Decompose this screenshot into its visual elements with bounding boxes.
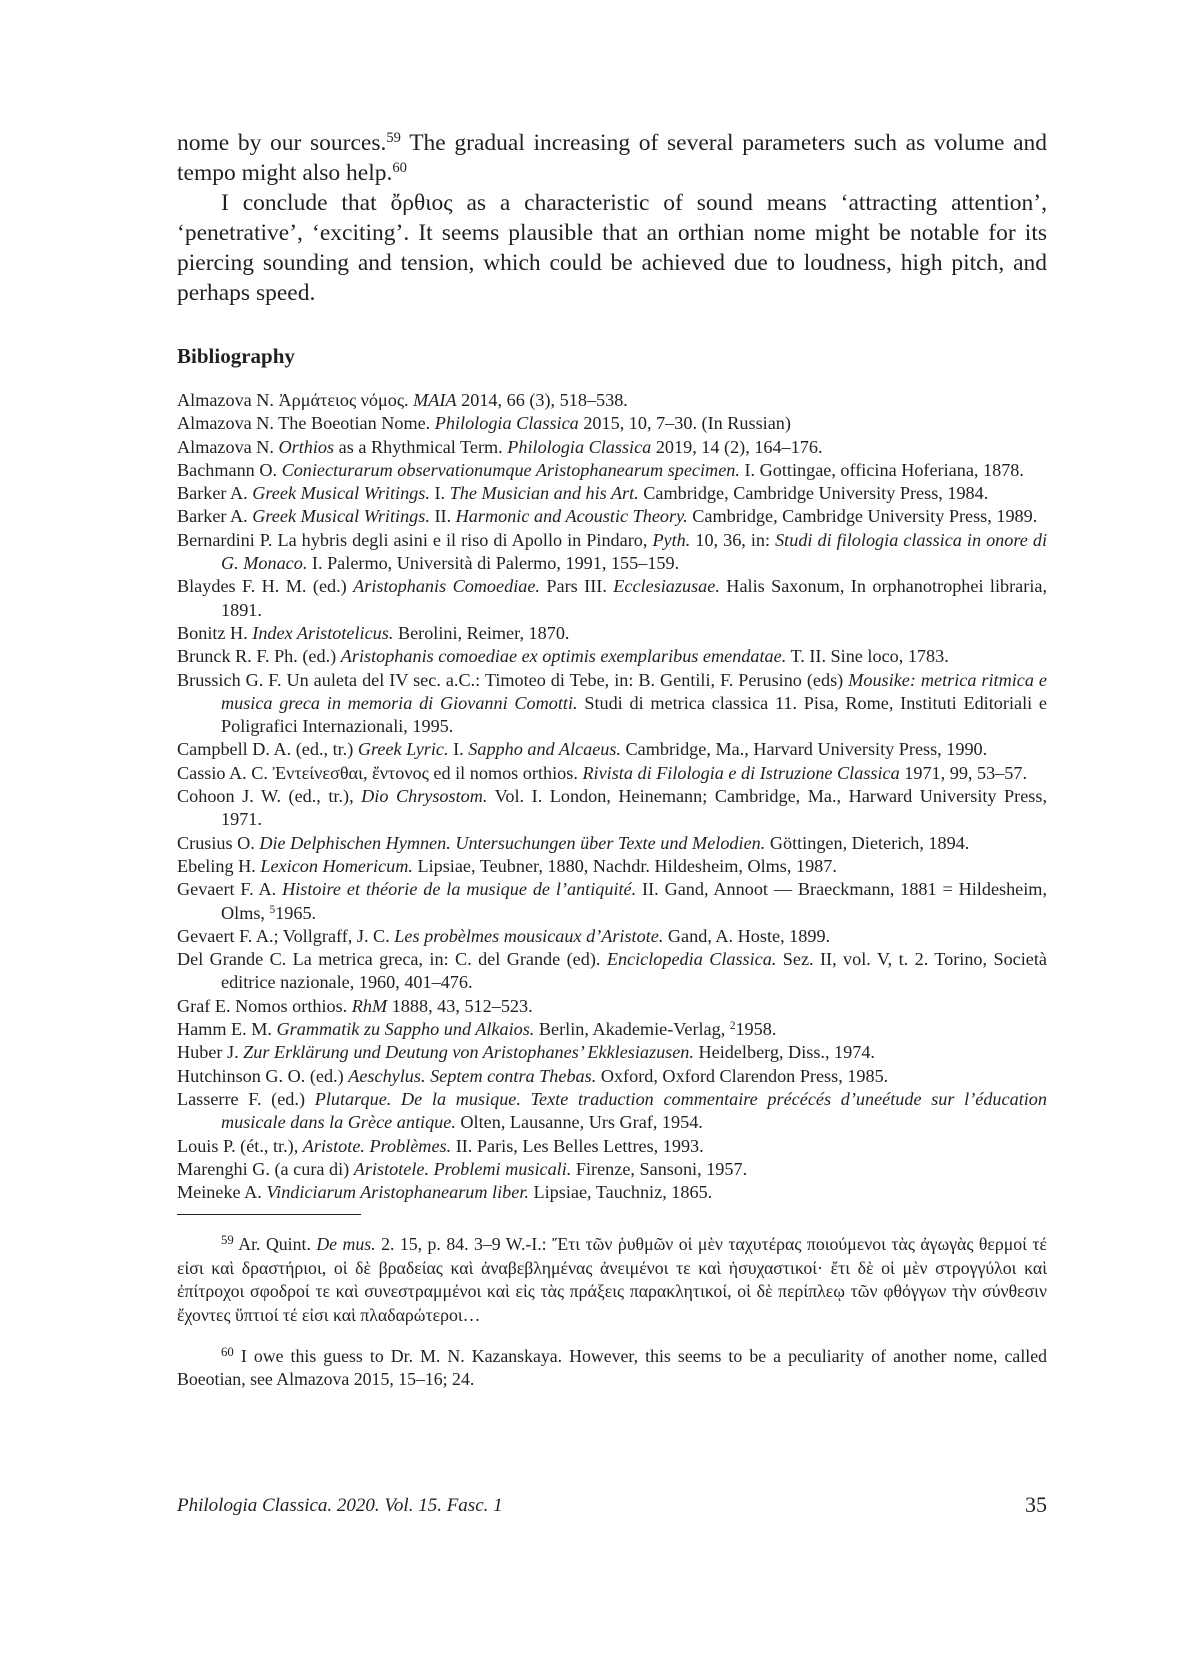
- text-run: as a Rhythmical Term.: [334, 436, 508, 457]
- text-run: 1888, 43, 512–523.: [387, 995, 533, 1016]
- text-run: Campbell D. A. (ed., tr.): [177, 739, 358, 760]
- text-run: Huber J.: [177, 1042, 244, 1063]
- bibliography-entry: [177, 785, 1047, 832]
- text-run: I conclude that ὄρθιος as a characteristic of sound means ‘attracting attention’, ‘penetrative’, ‘exciting’. It seems plausible that an orthian nome might be notable for its piercing sounding and tension, which could be achieved due to loudness, high pitch, and perhaps speed.: [177, 190, 1047, 306]
- text-run: Olten, Lausanne, Urs Graf, 1954.: [455, 1112, 703, 1133]
- italic-text: Sappho and Alcaeus.: [468, 739, 621, 760]
- text-run: Pars III.: [539, 576, 614, 597]
- text-run: I. Gottingae, officina Hoferiana, 1878.: [739, 459, 1024, 480]
- text-run: Blaydes F. H. M. (ed.): [177, 576, 354, 597]
- text-run: Studi di metrica classica 11. Pisa, Rome, Instituti Editoriali e Poligrafici Internazionali, 1995.: [221, 692, 1047, 737]
- bibliography-entry: [177, 505, 1047, 528]
- footnote-divider: [177, 1214, 361, 1215]
- italic-text: Aristophanis Comoediae.: [353, 576, 540, 597]
- superscript: 2: [729, 1019, 736, 1032]
- text-run: Almazova N. Ἀρμάτειος νόμος.: [177, 390, 414, 410]
- text-run: Vol. I. London, Heinemann; Cambridge, Ma., Harward University Press, 1971.: [221, 786, 1047, 830]
- italic-text: Zur Erklärung und Deutung von Aristophanes’ Ekklesiazusen.: [243, 1042, 694, 1063]
- text-run: Bonitz H.: [177, 622, 253, 643]
- paragraph: [177, 128, 1047, 188]
- text-run: Gevaert F. A.: [177, 879, 283, 900]
- text-run: Oxford, Oxford Clarendon Press, 1985.: [596, 1065, 889, 1086]
- bibliography-entry: [177, 436, 1047, 459]
- text-run: II. Gand, Annoot — Braeckmann, 1881 = Hildesheim, Olms,: [221, 879, 1048, 923]
- text-run: Heidelberg, Diss., 1974.: [693, 1042, 875, 1063]
- italic-text: Aristophanis comoediae ex optimis exemplaribus emendatae.: [340, 646, 787, 667]
- bibliography-entry: [177, 575, 1047, 622]
- bibliography-entry: [177, 738, 1047, 761]
- text-run: The gradual increasing of several parameters such as volume and tempo might also help.: [177, 130, 1047, 186]
- italic-text: Enciclopedia Classica.: [606, 949, 777, 970]
- bibliography-entry: [177, 1088, 1047, 1135]
- italic-text: Greek Lyric.: [357, 739, 449, 760]
- italic-text: Vindiciarum Aristophanearum liber.: [266, 1182, 529, 1203]
- text-run: Cassio A. C. Ἐντείνεσθαι, ἔντονος ed il nomos orthios.: [177, 762, 583, 783]
- text-run: 2014, 66 (3), 518–538.: [456, 390, 628, 410]
- footnote-number: 60: [221, 1345, 234, 1360]
- text-run: 2015, 10, 7–30. (In Russian): [578, 413, 791, 434]
- bibliography-entry: [177, 1018, 1047, 1041]
- superscript: 59: [386, 130, 401, 146]
- page-number: 35: [1025, 1492, 1047, 1517]
- bibliography-entry: [177, 645, 1047, 668]
- text-run: Halis Saxonum, In orphanotrophei libraria, 1891.: [221, 576, 1047, 620]
- text-run: 1965.: [275, 902, 317, 923]
- text-run: Firenze, Sansoni, 1957.: [571, 1158, 748, 1179]
- text-run: 10, 36, in:: [690, 529, 776, 550]
- bibliography-entry: [177, 622, 1047, 645]
- text-run: Gand, A. Hoste, 1899.: [663, 925, 831, 946]
- italic-text: Philologia Classica: [434, 413, 579, 434]
- italic-text: Aeschylus. Septem contra Thebas.: [348, 1065, 597, 1086]
- italic-text: Les probèlmes mousicaux d’Aristote.: [394, 925, 664, 946]
- italic-text: RhM: [351, 995, 388, 1016]
- text-run: Lipsiae, Teubner, 1880, Nachdr. Hildesheim, Olms, 1987.: [412, 855, 837, 876]
- bibliography-entry: [177, 1158, 1047, 1181]
- bibliography-entry: [177, 925, 1047, 948]
- italic-text: Die Delphischen Hymnen. Untersuchungen über Texte und Melodien.: [259, 832, 766, 853]
- text-run: Crusius O.: [177, 832, 260, 853]
- italic-text: Mousike: metrica ritmica e musica greca in memoria di Giovanni Comotti.: [221, 669, 1047, 713]
- italic-text: Philologia Classica: [507, 436, 652, 457]
- text-run: II. Paris, Les Belles Lettres, 1993.: [451, 1135, 704, 1156]
- text-run: Cohoon J. W. (ed., tr.),: [177, 786, 362, 807]
- bibliography-entry: [177, 529, 1047, 576]
- text-run: Almazova N. The Boeotian Nome.: [177, 413, 435, 434]
- bibliography-entry: [177, 995, 1047, 1018]
- text-run: 1971, 99, 53–57.: [899, 762, 1028, 783]
- text-run: Almazova N.: [177, 436, 279, 457]
- bibliography-entry: [177, 1181, 1047, 1204]
- superscript: 60: [392, 160, 407, 176]
- footnote-number: 59: [221, 1233, 234, 1248]
- text-run: Lipsiae, Tauchniz, 1865.: [528, 1182, 713, 1203]
- italic-text: Greek Musical Writings.: [252, 483, 430, 504]
- text-run: 1958.: [735, 1019, 777, 1040]
- italic-text: Greek Musical Writings.: [252, 506, 430, 527]
- bibliography-entry: [177, 855, 1047, 878]
- text-run: Barker A.: [177, 483, 253, 504]
- text-run: Hamm E. M.: [177, 1019, 277, 1040]
- text-run: 2019, 14 (2), 164–176.: [651, 436, 823, 457]
- bibliography-entry: [177, 1135, 1047, 1158]
- bibliography-entry: [177, 1065, 1047, 1088]
- italic-text: Dio Chrysostom.: [361, 786, 488, 807]
- italic-text: Coniecturarum observationumque Aristophanearum specimen.: [281, 459, 740, 480]
- footnote: [177, 1233, 1047, 1327]
- text-run: Hutchinson G. O. (ed.): [177, 1065, 349, 1086]
- bibliography-entry: [177, 878, 1047, 925]
- text-run: Cambridge, Cambridge University Press, 1984.: [638, 483, 989, 504]
- italic-text: Aristotele. Problemi musicali.: [353, 1158, 572, 1179]
- bibliography-entry: [177, 948, 1047, 995]
- italic-text: Grammatik zu Sappho und Alkaios.: [276, 1019, 535, 1040]
- journal-citation: Philologia Classica. 2020. Vol. 15. Fasc. 1: [177, 1495, 503, 1516]
- italic-text: The Musician and his Art.: [449, 483, 639, 504]
- text-run: Barker A.: [177, 506, 253, 527]
- page-content: [177, 128, 1047, 1392]
- text-run: Lasserre F. (ed.): [177, 1088, 315, 1109]
- bibliography-list: [177, 389, 1047, 1204]
- italic-text: MAIA: [413, 390, 457, 410]
- bibliography-entry: [177, 482, 1047, 505]
- text-run: Brussich G. F. Un auleta del IV sec. a.C.: Timoteo di Tebe, in: B. Gentili, F. Perusino (eds): [177, 669, 849, 690]
- text-run: Gevaert F. A.; Vollgraff, J. C.: [177, 925, 395, 946]
- footnote: [177, 1345, 1047, 1392]
- italic-text: Harmonic and Acoustic Theory.: [455, 506, 688, 527]
- text-run: Del Grande C. La metrica greca, in: C. del Grande (ed).: [177, 949, 607, 970]
- text-run: I.: [448, 739, 469, 760]
- footnotes: [177, 1233, 1047, 1392]
- text-run: Berlin, Akademie-Verlag,: [534, 1019, 730, 1040]
- text-run: Marenghi G. (a cura di): [177, 1158, 354, 1179]
- text-run: nome by our sources.: [177, 130, 387, 156]
- bibliography-entry: [177, 412, 1047, 435]
- text-run: Sez. II, vol. V, t. 2. Torino, Società editrice nazionale, 1960, 401–476.: [221, 949, 1047, 993]
- bibliography-entry: [177, 669, 1047, 739]
- italic-text: Aristote. Problèmes.: [302, 1135, 452, 1156]
- italic-text: De mus.: [316, 1234, 376, 1255]
- italic-text: Orthios: [278, 436, 335, 457]
- italic-text: Plutarque. De la musique. Texte traduction commentaire précécés d’uneétude sur l’éducation musicale dans la Grèce antique.: [221, 1088, 1047, 1133]
- italic-text: Index Aristotelicus.: [252, 622, 394, 643]
- bibliography-entry: [177, 762, 1047, 785]
- text-run: Ebeling H.: [177, 855, 261, 876]
- text-run: Berolini, Reimer, 1870.: [393, 622, 570, 643]
- text-run: Meineke A.: [177, 1182, 267, 1203]
- running-footer: [177, 1492, 1047, 1525]
- text-run: I. Palermo, Università di Palermo, 1991, 155–159.: [307, 553, 680, 574]
- text-run: I owe this guess to Dr. M. N. Kazanskaya. However, this seems to be a peculiarity of another nome, called Boeotian, see Almazova 2015, 15–16; 24.: [177, 1345, 1047, 1390]
- italic-text: Pyth.: [652, 529, 691, 550]
- text-run: Cambridge, Cambridge University Press, 1989.: [687, 506, 1038, 527]
- text-run: Louis P. (ét., tr.),: [177, 1135, 303, 1156]
- bibliography-heading: Bibliography: [177, 344, 295, 368]
- italic-text: Studi di filologia classica in onore di G. Monaco.: [221, 529, 1048, 574]
- text-run: Brunck R. F. Ph. (ed.): [177, 646, 341, 667]
- body-text: [177, 128, 1047, 308]
- text-run: T. II. Sine loco, 1783.: [786, 646, 949, 667]
- bibliography-entry: [177, 832, 1047, 855]
- text-run: II.: [429, 506, 456, 527]
- text-run: I.: [429, 483, 450, 504]
- paragraph: [177, 188, 1047, 308]
- text-run: Bachmann O.: [177, 459, 282, 480]
- bibliography-entry: [177, 459, 1047, 482]
- text-run: 2. 15, p. 84. 3–9 W.-I.: Ἔτι τῶν ῥυθμῶν οἱ μὲν ταχυτέρας ποιούμενοι τὰς ἀγωγὰς θερμοί τέ εἰσι καὶ δραστήριοι, οἱ δὲ βραδείας καὶ ἀναβεβλημένας ἀνειμένοι τε καὶ ἡσυχαστικοί· ἔτι δὲ οἱ μὲν στρογγύλοι καὶ ἐπίτροχοι σφοδροί τε καὶ συνεστραμμένοι καὶ εἰς τὰς πράξεις παρακλητικοί, οἱ δὲ περίπλεῳ τῶν φθόγγων τὴν σύνθεσιν ἔχοντες ὕπτιοί τέ εἰσι καὶ πλαδαρώτεροι…: [177, 1234, 1047, 1325]
- italic-text: Histoire et théorie de la musique de l’antiquité.: [282, 879, 637, 900]
- text-run: Cambridge, Ma., Harvard University Press, 1990.: [620, 739, 988, 760]
- italic-text: Ecclesiazusae.: [613, 576, 720, 597]
- text-run: Ar. Quint.: [233, 1234, 317, 1255]
- text-run: Bernardini P. La hybris degli asini e il riso di Apollo in Pindaro,: [177, 529, 653, 550]
- text-run: Graf E. Nomos orthios.: [177, 995, 352, 1016]
- italic-text: Rivista di Filologia e di Istruzione Classica: [582, 762, 900, 783]
- italic-text: Lexicon Homericum.: [260, 855, 413, 876]
- bibliography-entry: [177, 389, 1047, 412]
- text-run: Göttingen, Dieterich, 1894.: [765, 832, 970, 853]
- superscript: 5: [269, 903, 276, 916]
- bibliography-entry: [177, 1041, 1047, 1064]
